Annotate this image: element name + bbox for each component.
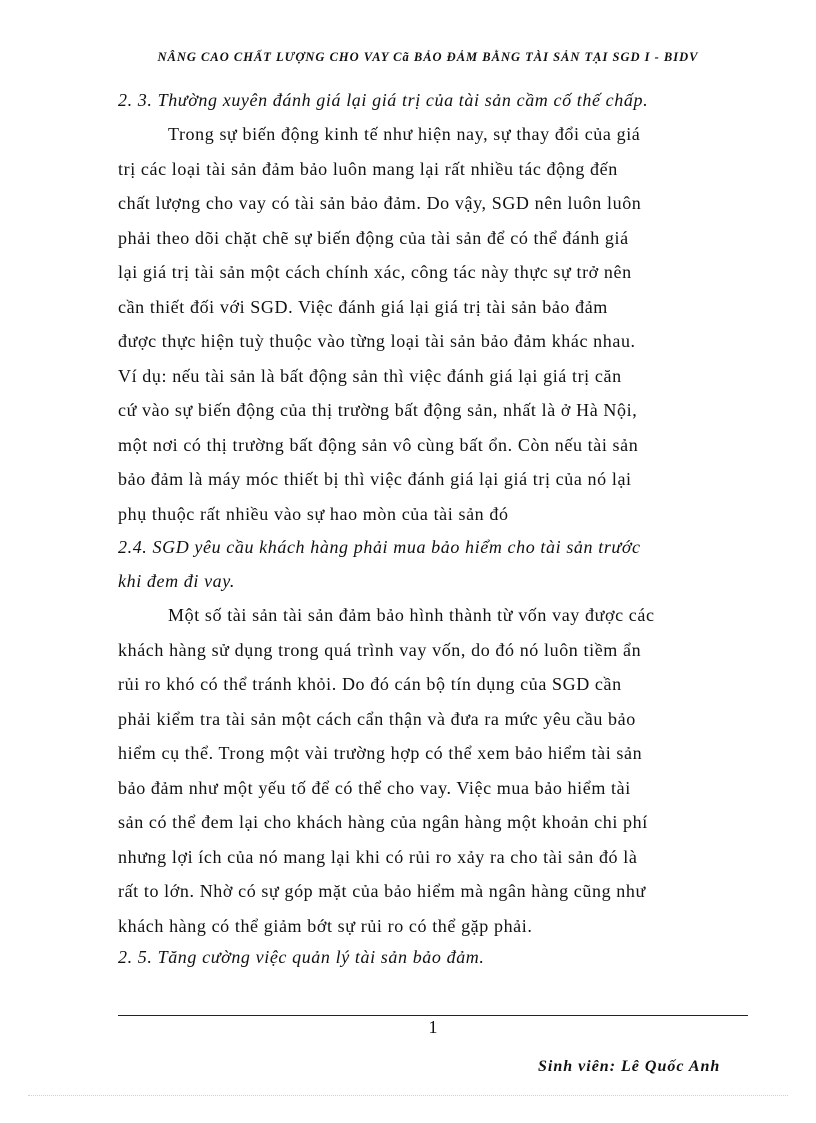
paragraph-line: Một số tài sản tài sản đảm bảo hình thành từ vốn vay được các [168,605,655,625]
section-2-5-heading: 2. 5. Tăng cường việc quản lý tài sản bảo đảm. [118,947,485,967]
section-2-4-heading-line-1: 2.4. SGD yêu cầu khách hàng phải mua bảo hiểm cho tài sản trước [118,537,641,557]
paragraph-line: cần thiết đối với SGD. Việc đánh giá lại giá trị tài sản bảo đảm [118,296,608,317]
paragraph-line: khách hàng có thể giảm bớt sự rủi ro có thể gặp phải. [118,915,533,936]
paragraph-line: nhưng lợi ích của nó mang lại khi có rủi ro xảy ra cho tài sản đó là [118,846,638,867]
paragraph-line: Ví dụ: nếu tài sản là bất động sản thì việc đánh giá lại giá trị căn [118,365,622,386]
section-2-3-paragraph [118,124,758,524]
paragraph-line: Trong sự biến động kinh tế như hiện nay, sự thay đổi của giá [168,124,641,144]
paragraph-line: hiểm cụ thể. Trong một vài trường hợp có thể xem bảo hiểm tài sản [118,743,643,763]
paragraph-line: được thực hiện tuỳ thuộc vào từng loại tài sản bảo đảm khác nhau. [118,331,636,351]
paragraph-line: bảo đảm là máy móc thiết bị thì việc đánh giá lại giá trị của nó lại [118,469,632,489]
paragraph-line: phải kiểm tra tài sản một cách cẩn thận và đưa ra mức yêu cầu bảo [118,708,636,729]
paragraph-line: cứ vào sự biến động của thị trường bất động sản, nhất là ở Hà Nội, [118,400,638,420]
section-2-4-heading-line-2: khi đem đi vay. [118,571,235,591]
page-boundary-divider [28,1095,788,1096]
section-2-3-heading: 2. 3. Thường xuyên đánh giá lại giá trị của tài sản cầm cố thế chấp. [118,90,649,110]
footer-rule [118,1015,748,1016]
paragraph-line: trị các loại tài sản đảm bảo luôn mang lại rất nhiều tác động đến [118,158,618,179]
section-2-4-paragraph [118,605,758,935]
paragraph-line: khách hàng sử dụng trong quá trình vay vốn, do đó nó luôn tiềm ẩn [118,639,642,660]
paragraph-line: sản có thể đem lại cho khách hàng của ngân hàng một khoản chi phí [118,812,648,832]
running-header: NÂNG CAO CHẤT LƯỢNG CHO VAY Cã BẢO ĐẢM BẰNG TÀI SẢN TẠI SGD I - BIDV [157,50,699,64]
paragraph-line: phụ thuộc rất nhiều vào sự hao mòn của tài sản đó [118,503,509,524]
paragraph-line: một nơi có thị trường bất động sản vô cùng bất ổn. Còn nếu tài sản [118,434,639,455]
student-name-footer: Sinh viên: Lê Quốc Anh [538,1058,721,1075]
paragraph-line: rất to lớn. Nhờ có sự góp mặt của bảo hiểm mà ngân hàng cũng như [118,881,646,901]
paragraph-line: lại giá trị tài sản một cách chính xác, công tác này thực sự trở nên [118,262,632,282]
paragraph-line: phải theo dõi chặt chẽ sự biến động của tài sản để có thể đánh giá [118,227,629,248]
page-number: 1 [428,1017,438,1037]
paragraph-line: bảo đảm như một yếu tố để có thể cho vay. Việc mua bảo hiểm tài [118,777,631,798]
paragraph-line: rủi ro khó có thể tránh khỏi. Do đó cán bộ tín dụng của SGD cần [118,674,622,694]
paragraph-line: chất lượng cho vay có tài sản bảo đảm. Do vậy, SGD nên luôn luôn [118,193,642,213]
